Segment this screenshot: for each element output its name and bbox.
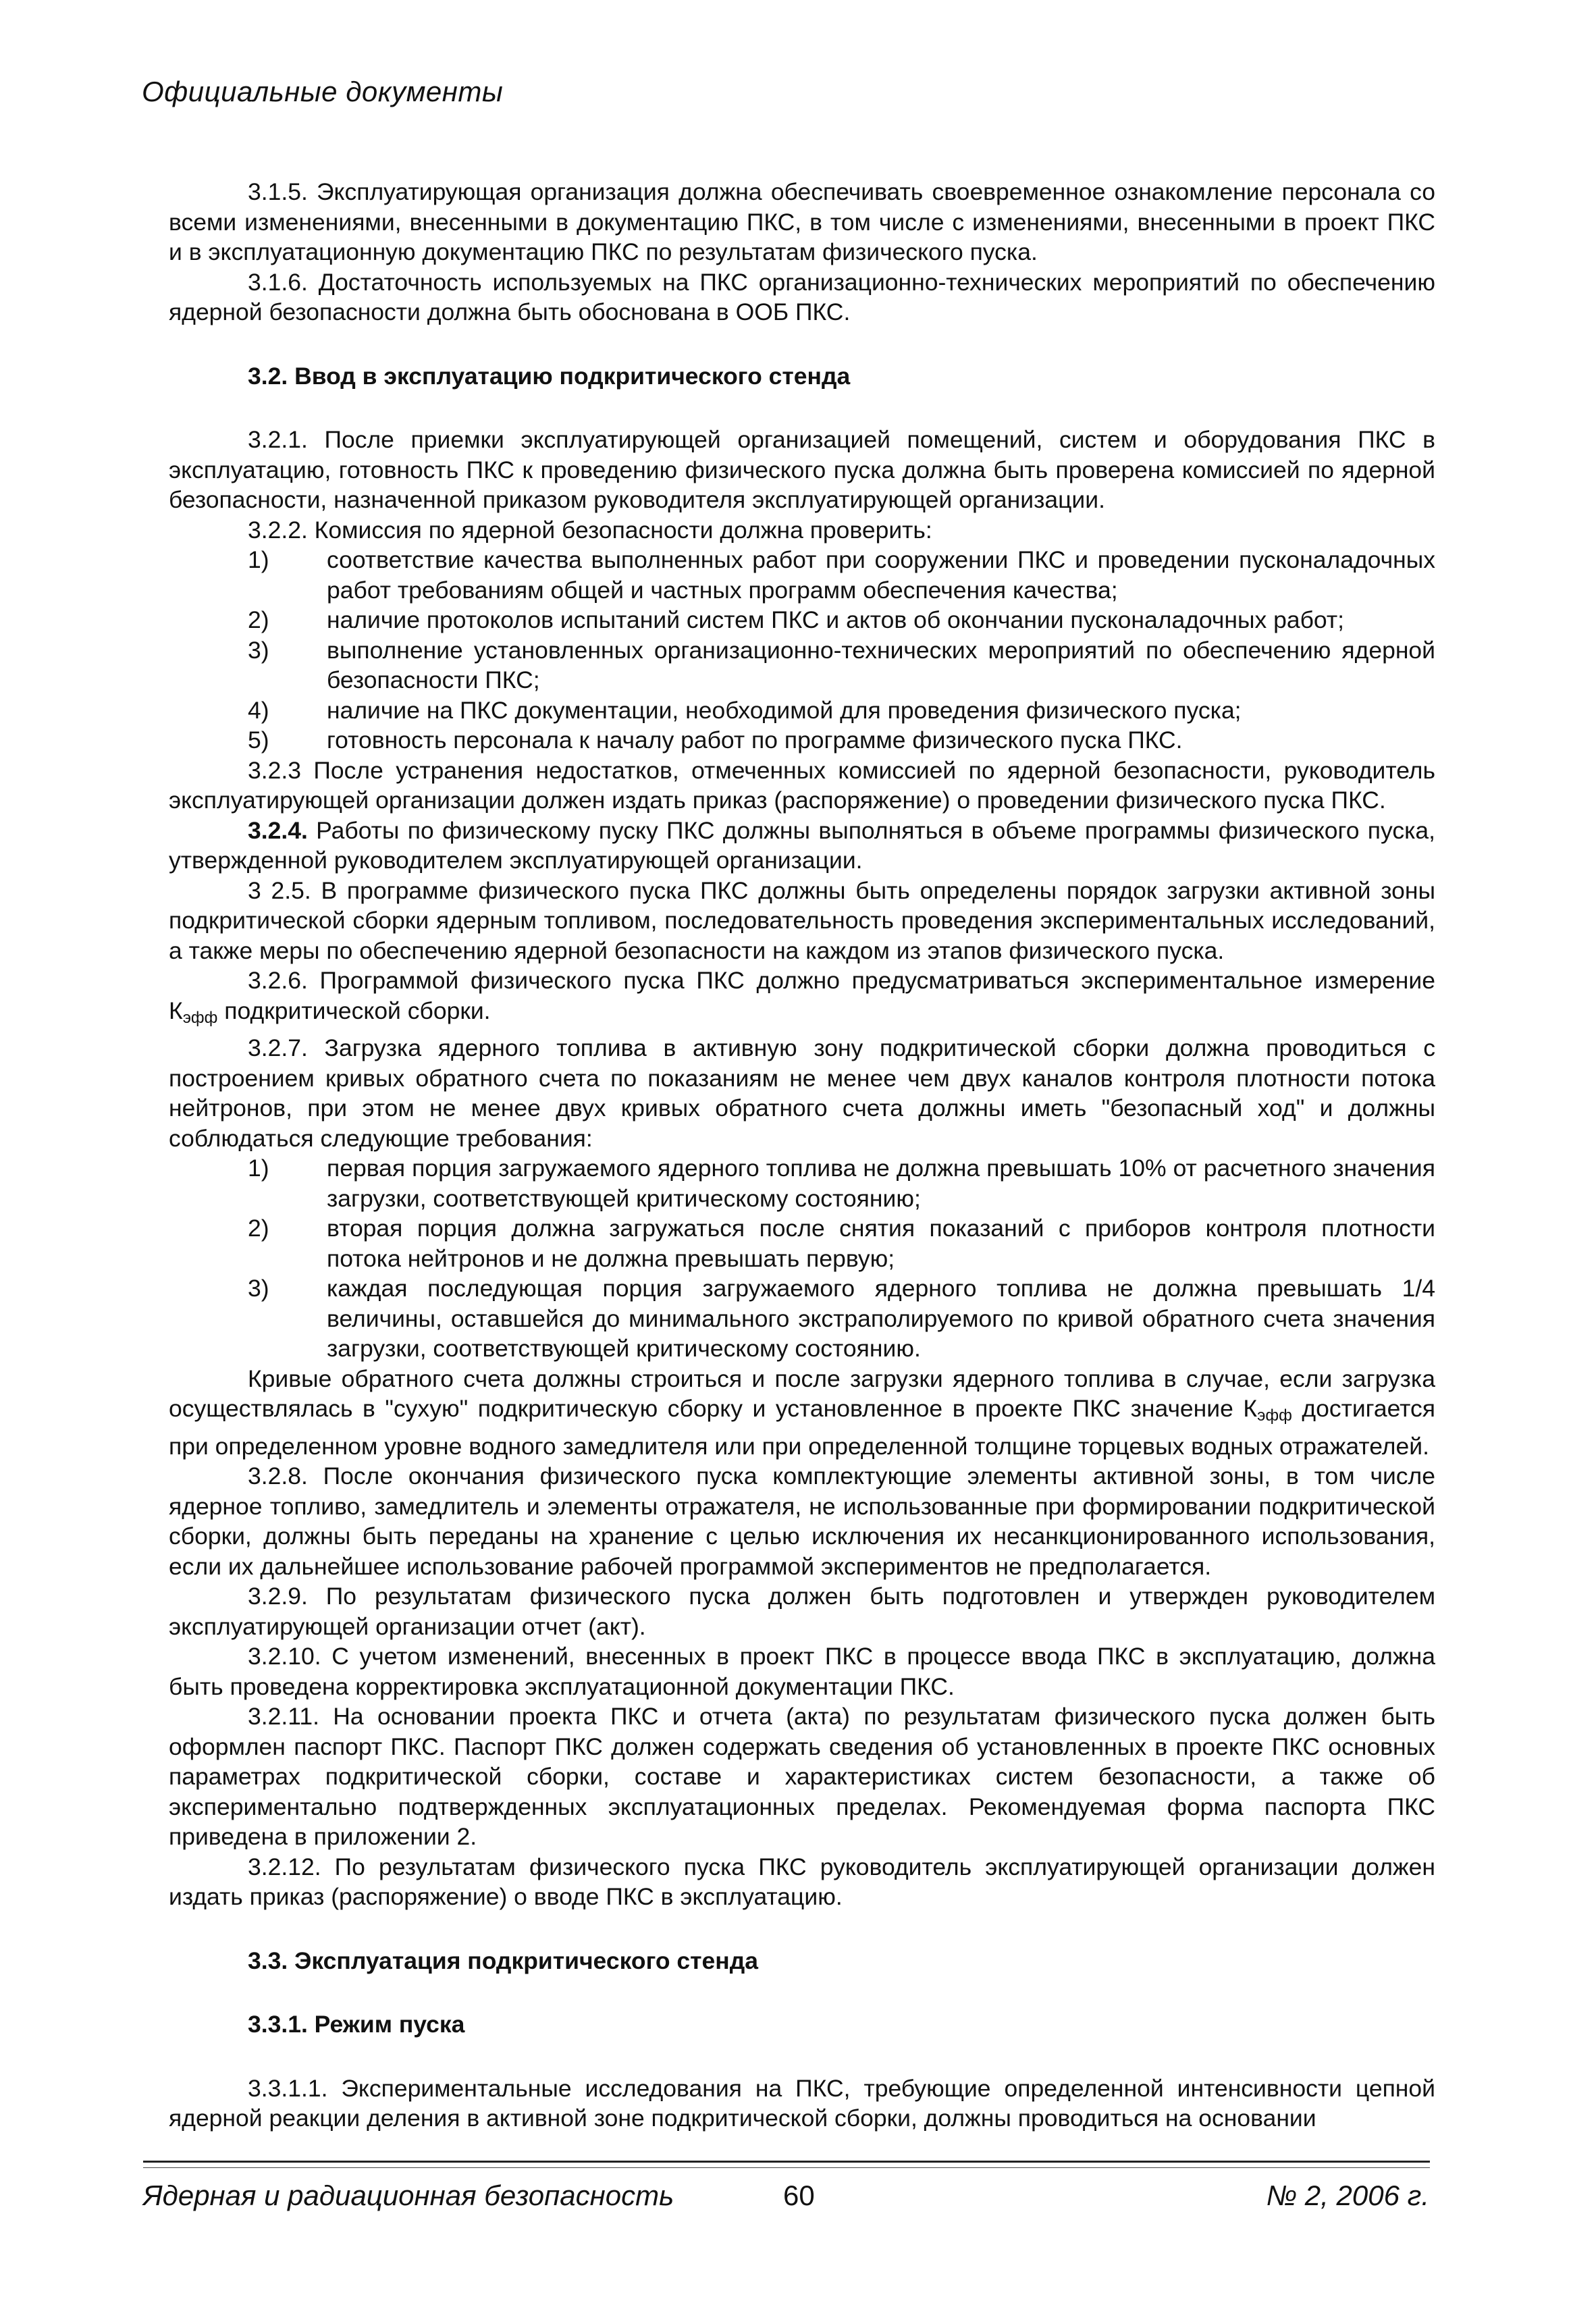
paragraph-3-2-6 <box>169 966 1435 1033</box>
paragraph-3-2-7: 3.2.7. Загрузка ядерного топлива в активную зону подкритической сборки должна проводиться с построением кривых обратного счета по показаниям не менее чем двух каналов контроля плотности потока нейтронов, при этом не менее двух кривых обратного счета должны иметь "безопасный ход" и должны соблюдаться следующие требования: <box>169 1034 1435 1152</box>
paragraph-text: Работы по физическому пуску ПКС должны выполняться в объеме программы физического пуска, утвержденной руководителем эксплуатирующей организации. <box>169 816 1435 874</box>
paragraph-3-3-1-1: 3.3.1.1. Экспериментальные исследования на ПКС, требующие определенной интенсивности цепной ядерной реакции деления в активной зоне подкритической сборки, должны проводиться на основании <box>169 2074 1435 2132</box>
list-item-text: наличие на ПКС документации, необходимой для проведения физического пуска; <box>327 696 1242 724</box>
paragraph-text: Кривые обратного счета должны строиться и после загрузки ядерного топлива в случае, если загрузка осуществлялась в "сухую" подкритическую сборку и установленное в проекте ПКС значение К <box>169 1365 1435 1422</box>
paragraph-number: 3.2.4. <box>248 816 308 844</box>
list-item-number: 5) <box>248 727 269 754</box>
paragraph-3-1-5: 3.1.5. Эксплуатирующая организация должна обеспечивать своевременное ознакомление персонала со всеми изменениями, внесенными в документацию ПКС, в том числе с изменениями, внесенными в проект ПКС и в эксплуатационную документацию ПКС по результатам физического пуска. <box>169 178 1435 265</box>
footer-rule-thick <box>143 2161 1430 2163</box>
list-item-text: наличие протоколов испытаний систем ПКС и актов об окончании пусконаладочных работ; <box>327 606 1345 633</box>
requirements-list-3-2-7 <box>169 1153 1435 1364</box>
paragraph-3-2-7-continued <box>169 1364 1435 1462</box>
list-item <box>248 635 1435 695</box>
list-item <box>248 1153 1435 1213</box>
paragraph-text: достигается при определенном уровне водного замедлителя или при определенной толщине торцевых водных отражателей. <box>169 1395 1435 1460</box>
section-heading-3-2: 3.2. Ввод в эксплуатацию подкритического стенда <box>248 362 851 390</box>
list-item-text: вторая порция должна загружаться после снятия показаний с приборов контроля плотности потока нейтронов и не должна превышать первую; <box>327 1215 1435 1272</box>
paragraph-text: подкритической сборки. <box>217 997 491 1024</box>
paragraph-3-2-3: 3.2.3 После устранения недостатков, отмеченных комиссией по ядерной безопасности, руководитель эксплуатирующей организации должен издать приказ (распоряжение) о проведении физического пуска ПКС. <box>169 756 1435 814</box>
list-item <box>248 605 1435 635</box>
paragraph-3-2-10: 3.2.10. С учетом изменений, внесенных в проект ПКС в процессе ввода ПКС в эксплуатацию, должна быть проведена корректировка эксплуатационной документации ПКС. <box>169 1643 1435 1700</box>
list-item-text: первая порция загружаемого ядерного топлива не должна превышать 10% от расчетного значения загрузки, соответствующей критическому состоянию; <box>327 1155 1435 1212</box>
list-item-number: 3) <box>248 1275 269 1302</box>
list-item <box>248 1273 1435 1364</box>
list-item-number: 2) <box>248 606 269 633</box>
paragraph-3-2-8: 3.2.8. После окончания физического пуска комплектующие элементы активной зоны, в том числе ядерное топливо, замедлитель и элементы отражателя, не использованные при формировании подкритической сборки, должны быть переданы на хранение с целью исключения их несанкционированного использования, если их дальнейшее использование рабочей программой экспериментов не предполагается. <box>169 1462 1435 1580</box>
paragraph-3-2-12: 3.2.12. По результатам физического пуска ПКС руководитель эксплуатирующей организации должен издать приказ (распоряжение) о вводе ПКС в эксплуатацию. <box>169 1853 1435 1910</box>
list-item-text: каждая последующая порция загружаемого ядерного топлива не должна превышать 1/4 величины, оставшейся до минимального экстраполируемого по кривой обратного счета значения загрузки, соответствующей критическому состоянию. <box>327 1275 1435 1362</box>
list-item <box>248 695 1435 726</box>
list-item <box>248 1213 1435 1273</box>
list-item-number: 2) <box>248 1215 269 1242</box>
subscript: эфф <box>182 1008 218 1027</box>
paragraph-text: 3.2.6. Программой физического пуска ПКС должно предусматриваться экспериментальное измерение К <box>169 967 1435 1024</box>
list-item-number: 4) <box>248 696 269 724</box>
checklist-3-2-2 <box>169 545 1435 756</box>
paragraph-3-2-5: 3 2.5. В программе физического пуска ПКС должны быть определены порядок загрузки активной зоны подкритической сборки ядерным топливом, последовательность проведения экспериментальных исследований, а также меры по обеспечению ядерной безопасности на каждом из этапов физического пуска. <box>169 876 1435 964</box>
footer-journal-title: Ядерная и радиационная безопасность <box>143 2180 674 2211</box>
list-item-text: готовность персонала к началу работ по программе физического пуска ПКС. <box>327 727 1183 754</box>
list-item-number: 1) <box>248 546 269 573</box>
paragraph-3-1-6: 3.1.6. Достаточность используемых на ПКС организационно-технических мероприятий по обеспечению ядерной безопасности должна быть обоснована в ООБ ПКС. <box>169 268 1435 325</box>
paragraph-3-2-4 <box>169 816 1435 876</box>
paragraph-3-2-9: 3.2.9. По результатам физического пуска должен быть подготовлен и утвержден руководителем эксплуатирующей организации отчет (акт). <box>169 1583 1435 1640</box>
list-item-text: выполнение установленных организационно-технических мероприятий по обеспечению ядерной безопасности ПКС; <box>327 636 1435 693</box>
list-item-number: 1) <box>248 1155 269 1182</box>
list-item <box>248 725 1435 756</box>
section-heading-3-3: 3.3. Эксплуатация подкритического стенда <box>248 1947 759 1974</box>
list-item-text: соответствие качества выполненных работ при сооружении ПКС и проведении пусконаладочных работ требованиям общей и частных программ обеспечения качества; <box>327 546 1435 604</box>
subscript: эфф <box>1257 1406 1292 1425</box>
list-item-number: 3) <box>248 636 269 664</box>
section-heading-3-3-1: 3.3.1. Режим пуска <box>248 2011 465 2038</box>
list-item <box>248 545 1435 605</box>
footer-issue: № 2, 2006 г. <box>1266 2180 1429 2211</box>
footer-rule-thin <box>143 2167 1430 2168</box>
paragraph-3-2-1: 3.2.1. После приемки эксплуатирующей организацией помещений, систем и оборудования ПКС в эксплуатацию, готовность ПКС к проведению физического пуска должна быть проверена комиссией по ядерной безопасности, назначенной приказом руководителя эксплуатирующей организации. <box>169 426 1435 513</box>
document-body <box>169 177 1435 2134</box>
running-header: Официальные документы <box>142 76 504 107</box>
paragraph-3-2-11: 3.2.11. На основании проекта ПКС и отчета (акта) по результатам физического пуска должен быть оформлен паспорт ПКС. Паспорт ПКС должен содержать сведения об установленных в проекте ПКС основных параметрах подкритической сборки, составе и характеристиках систем безопасности, а также об экспериментально подтвержденных эксплуатационных пределах. Рекомендуемая форма паспорта ПКС приведена в приложении 2. <box>169 1703 1435 1850</box>
paragraph-3-2-2: 3.2.2. Комиссия по ядерной безопасности должна проверить: <box>248 516 932 544</box>
page-number: 60 <box>783 2180 815 2211</box>
